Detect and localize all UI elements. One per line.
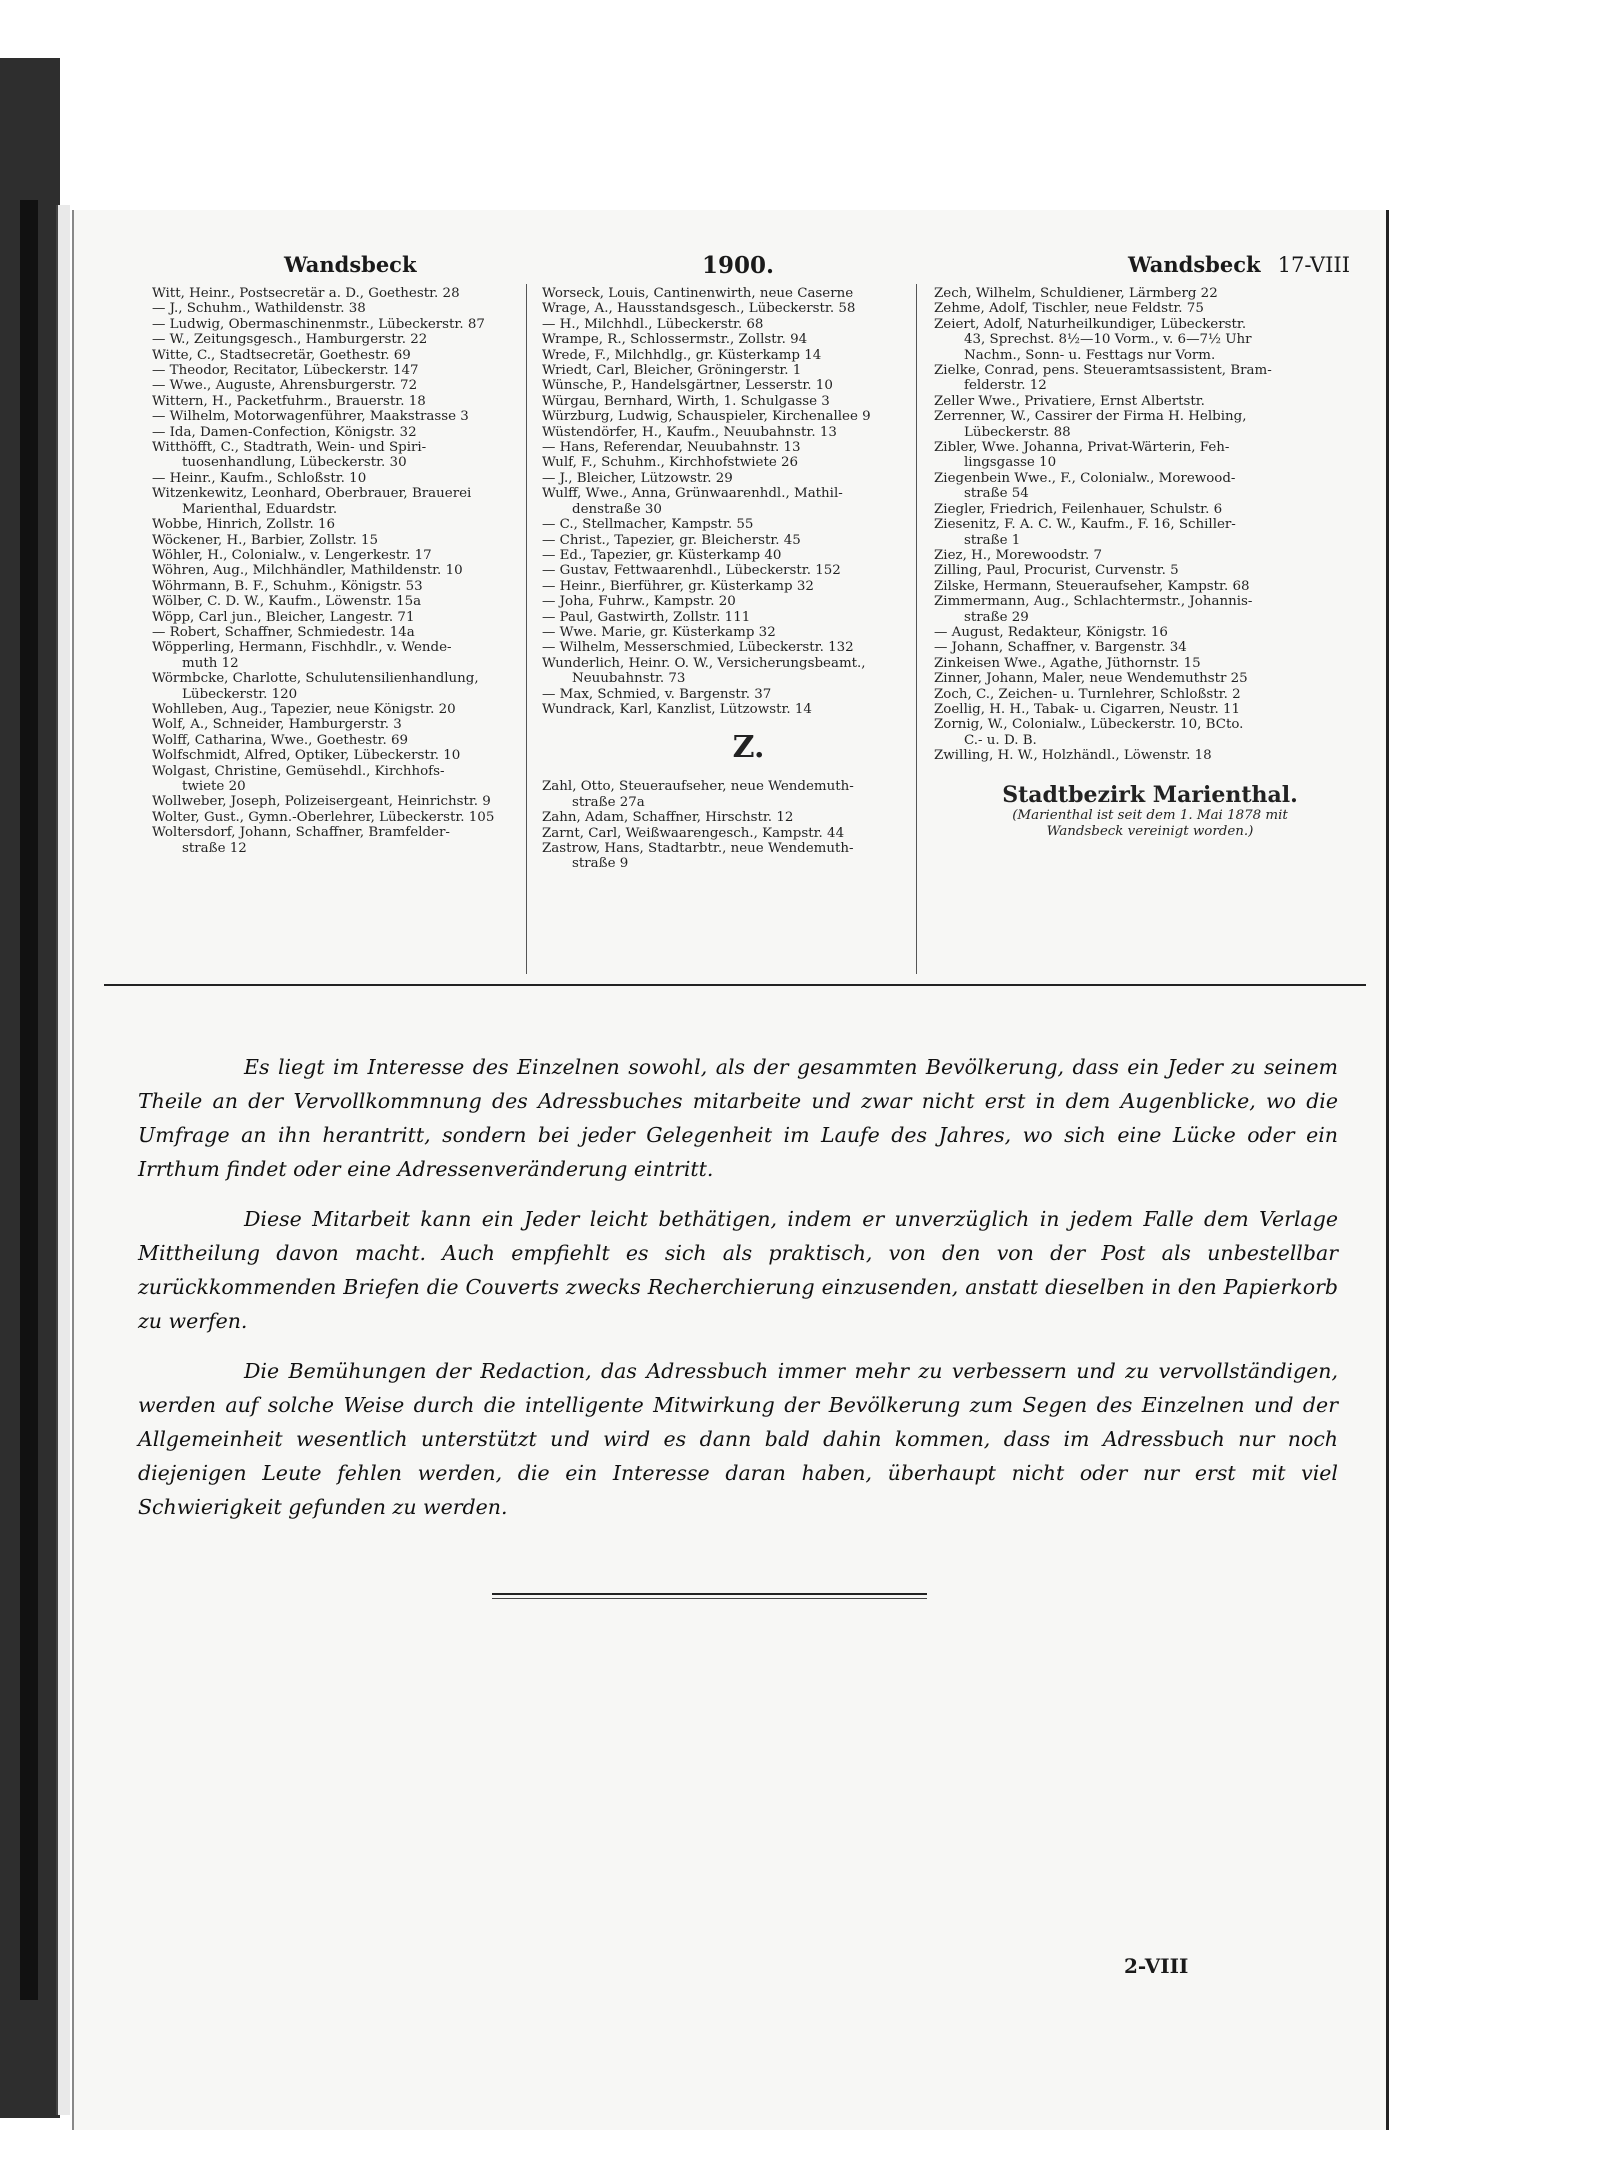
directory-entry: — Theodor, Recitator, Lübeckerstr. 147 xyxy=(152,363,419,379)
directory-entry: muth 12 xyxy=(182,655,239,671)
directory-entry: — August, Redakteur, Königstr. 16 xyxy=(934,624,1168,640)
directory-entry: — Wilhelm, Motorwagenführer, Maakstrasse 3 xyxy=(152,409,469,425)
directory-entry: Zilling, Paul, Procurist, Curvenstr. 5 xyxy=(934,563,1179,579)
section-note: Wandsbeck vereinigt worden.) xyxy=(1046,823,1254,839)
ornamental-rule xyxy=(492,1593,927,1599)
section-title: Stadtbezirk Marienthal. xyxy=(1002,781,1298,808)
directory-entry: Witthöfft, C., Stadtrath, Wein- und Spiri- xyxy=(152,440,427,456)
directory-entry: Wüstendörfer, H., Kaufm., Neuubahnstr. 13 xyxy=(542,424,837,440)
directory-entry: Zarnt, Carl, Weißwaarengesch., Kampstr. 44 xyxy=(542,825,845,841)
directory-entry: Wrede, F., Milchhdlg., gr. Küsterkamp 14 xyxy=(542,347,822,363)
notice-paragraph: Die Bemühungen der Redaction, das Adressbuch immer mehr zu verbessern und zu vervollständigen, werden auf solche Weise durch die intelligente Mitwirkung der Bevölkerung zum Segen des Einzelnen und der Allgemeinheit wesentlich unterstützt und wird es dann bald dahin kommen, dass im Adressbuch nur noch diejenigen Leute fehlen werden, die ein Interesse daran haben, überhaupt nicht oder nur erst mit viel Schwierigkeit gefunden zu werden. xyxy=(138,1359,1338,1519)
directory-entry: Zilske, Hermann, Steueraufseher, Kampstr. 68 xyxy=(934,578,1250,594)
directory-entry: — Paul, Gastwirth, Zollstr. 111 xyxy=(542,609,751,625)
directory-entry: — Wilhelm, Messerschmied, Lübeckerstr. 132 xyxy=(542,640,854,656)
directory-entry: Wünsche, P., Handelsgärtner, Lesserstr. 10 xyxy=(542,378,833,394)
directory-entry: — Hans, Referendar, Neuubahnstr. 13 xyxy=(542,440,801,456)
section-note: (Marienthal ist seit dem 1. Mai 1878 mit xyxy=(1012,807,1288,823)
directory-entry: Nachm., Sonn- u. Festtags nur Vorm. xyxy=(964,347,1216,363)
directory-entry: — Ida, Damen-Confection, Königstr. 32 xyxy=(152,424,417,440)
directory-entry: straße 27a xyxy=(572,794,645,810)
directory-entry: Zoellig, H. H., Tabak- u. Cigarren, Neustr. 11 xyxy=(934,701,1241,717)
directory-entry: Wolf, A., Schneider, Hamburgerstr. 3 xyxy=(152,717,402,733)
directory-entry: Zielke, Conrad, pens. Steueramtsassistent, Bram- xyxy=(934,363,1272,379)
directory-entry: — Ludwig, Obermaschinenmstr., Lübeckerstr. 87 xyxy=(152,316,485,332)
directory-entry: — Heinr., Bierführer, gr. Küsterkamp 32 xyxy=(542,578,814,594)
directory-entry: Wrage, A., Hausstandsgesch., Lübeckerstr. 58 xyxy=(542,301,856,317)
directory-entry: — Ed., Tapezier, gr. Küsterkamp 40 xyxy=(542,547,782,563)
directory-entry: Witt, Heinr., Postsecretär a. D., Goethestr. 28 xyxy=(152,286,460,301)
directory-entry: Wöhrmann, B. F., Schuhm., Königstr. 53 xyxy=(152,578,423,594)
directory-entry: Lübeckerstr. 88 xyxy=(964,424,1071,440)
directory-entry: Zahl, Otto, Steueraufseher, neue Wendemuth- xyxy=(542,779,854,795)
directory-entry: Wolfschmidt, Alfred, Optiker, Lübeckerstr. 10 xyxy=(152,748,461,764)
directory-entry: Woltersdorf, Johann, Schaffner, Bramfelder- xyxy=(152,825,450,841)
directory-entry: — Heinr., Kaufm., Schloßstr. 10 xyxy=(152,470,367,486)
directory-entry: tuosenhandlung, Lübeckerstr. 30 xyxy=(182,455,407,471)
directory-entry: Wöhler, H., Colonialw., v. Lengerkestr. 17 xyxy=(152,547,432,563)
directory-entry: — H., Milchhdl., Lübeckerstr. 68 xyxy=(542,316,764,332)
directory-entry: — Johann, Schaffner, v. Bargenstr. 34 xyxy=(934,640,1187,656)
directory-entry: — J., Bleicher, Lützowstr. 29 xyxy=(542,470,733,486)
directory-entry: Ziesenitz, F. A. C. W., Kaufm., F. 16, Schiller- xyxy=(934,517,1236,533)
directory-entry: — J., Schuhm., Wathildenstr. 38 xyxy=(152,301,366,317)
directory-entry: Zoch, C., Zeichen- u. Turnlehrer, Schloßstr. 2 xyxy=(934,686,1241,702)
directory-entry: denstraße 30 xyxy=(572,501,662,517)
directory-entry: Zibler, Wwe. Johanna, Privat-Wärterin, Feh- xyxy=(934,440,1230,456)
directory-entry: Wöhren, Aug., Milchhändler, Mathildenstr. 10 xyxy=(152,563,463,579)
header-right-title: Wandsbeck xyxy=(1128,252,1261,277)
directory-entry: — Robert, Schaffner, Schmiedestr. 14a xyxy=(152,624,415,640)
directory-entry: Wörmbcke, Charlotte, Schulutensilienhandlung, xyxy=(152,671,479,687)
directory-entry: Würzburg, Ludwig, Schauspieler, Kirchenallee 9 xyxy=(542,409,871,425)
directory-entry: Marienthal, Eduardstr. xyxy=(182,501,338,517)
directory-entry: Wollweber, Joseph, Polizeisergeant, Heinrichstr. 9 xyxy=(152,794,491,810)
directory-entry: straße 54 xyxy=(964,486,1029,502)
directory-entry: straße 1 xyxy=(964,532,1021,548)
directory-entry: Zeiert, Adolf, Naturheilkundiger, Lübeckerstr. xyxy=(934,316,1247,332)
book-page-edge xyxy=(56,205,70,2115)
directory-entry: Wrampe, R., Schlossermstr., Zollstr. 94 xyxy=(542,332,808,348)
directory-entry: Lübeckerstr. 120 xyxy=(182,686,298,702)
header-year: 1900. xyxy=(702,252,775,279)
directory-entry: Zahn, Adam, Schaffner, Hirschstr. 12 xyxy=(542,810,794,826)
directory-entry: Ziez, H., Morewoodstr. 7 xyxy=(934,547,1102,563)
directory-entry: Witte, C., Stadtsecretär, Goethestr. 69 xyxy=(152,347,411,363)
directory-entry: Wölber, C. D. W., Kaufm., Löwenstr. 15a xyxy=(152,594,422,610)
scanned-page xyxy=(72,210,1389,2130)
directory-entry: — Joha, Fuhrw., Kampstr. 20 xyxy=(542,594,736,610)
directory-entry: Zeller Wwe., Privatiere, Ernst Albertstr. xyxy=(934,393,1205,409)
book-binding-shadow xyxy=(20,200,38,2000)
directory-column-1 xyxy=(152,286,594,856)
directory-entry: felderstr. 12 xyxy=(964,378,1047,394)
directory-entry: Witzenkewitz, Leonhard, Oberbrauer, Brauerei xyxy=(152,486,472,502)
directory-entry: Ziegler, Friedrich, Feilenhauer, Schulstr. 6 xyxy=(934,501,1223,517)
directory-entry: Wulf, F., Schuhm., Kirchhofstwiete 26 xyxy=(542,455,799,471)
directory-entry: Wundrack, Karl, Kanzlist, Lützowstr. 14 xyxy=(542,701,812,717)
header-left: Wandsbeck xyxy=(284,252,417,277)
directory-entry: 43, Sprechst. 8½—10 Vorm., v. 6—7½ Uhr xyxy=(964,332,1252,348)
directory-entry: straße 29 xyxy=(964,609,1029,625)
directory-entry: Wunderlich, Heinr. O. W., Versicherungsbeamt., xyxy=(542,655,866,671)
directory-entry: Wittern, H., Packetfuhrm., Brauerstr. 18 xyxy=(152,393,426,409)
directory-entry: Wöpperling, Hermann, Fischhdlr., v. Wende- xyxy=(152,640,452,656)
directory-entry: Zinkeisen Wwe., Agathe, Jüthornstr. 15 xyxy=(934,655,1201,671)
directory-entry: Würgau, Bernhard, Wirth, 1. Schulgasse 3 xyxy=(542,393,830,409)
directory-entry: Wulff, Wwe., Anna, Grünwaarenhdl., Mathil- xyxy=(542,486,843,502)
page-number: 17-VIII xyxy=(1277,253,1350,277)
directory-entry: Wöpp, Carl jun., Bleicher, Langestr. 71 xyxy=(152,609,415,625)
header-right xyxy=(1128,252,1350,277)
horizontal-rule xyxy=(104,984,1366,986)
directory-entry: — Wwe. Marie, gr. Küsterkamp 32 xyxy=(542,624,776,640)
notice-paragraph: Es liegt im Interesse des Einzelnen sowohl, als der gesammten Bevölkerung, dass ein Jeder zu seinem Theile an der Vervollkommnung des Adressbuches mitarbeite und zwar nicht erst in dem Augenblicke, wo die Umfrage an ihn herantritt, sondern bei jeder Gelegenheit im Laufe des Jahres, wo sich eine Lücke oder ein Irrthum findet oder eine Adressenveränderung eintritt. xyxy=(138,1055,1338,1181)
directory-entry: Wolff, Catharina, Wwe., Goethestr. 69 xyxy=(152,732,409,748)
directory-column-3 xyxy=(934,286,1366,840)
directory-entry: Zornig, W., Colonialw., Lübeckerstr. 10, BCto. xyxy=(934,717,1244,733)
directory-entry: — Christ., Tapezier, gr. Bleicherstr. 45 xyxy=(542,532,801,548)
sheet-signature: 2-VIII xyxy=(1124,1954,1189,1978)
directory-entry: straße 12 xyxy=(182,840,247,856)
notice-paragraph: Diese Mitarbeit kann ein Jeder leicht bethätigen, indem er unverzüglich in jedem Falle dem Verlage Mittheilung davon macht. Auch empfiehlt es sich als praktisch, von den von der Post als unbestellbar zurückkommenden Briefen die Couverts zwecks Recherchierung einzusenden, anstatt dieselben in den Papierkorb zu werfen. xyxy=(138,1207,1338,1333)
directory-entry: twiete 20 xyxy=(182,779,246,794)
directory-entry: Zech, Wilhelm, Schuldiener, Lärmberg 22 xyxy=(934,286,1218,301)
directory-entry: — Max, Schmied, v. Bargenstr. 37 xyxy=(542,686,772,702)
directory-entry: Wobbe, Hinrich, Zollstr. 16 xyxy=(152,517,336,533)
directory-entry: Zinner, Johann, Maler, neue Wendemuthstr 25 xyxy=(934,671,1248,687)
directory-entry: Wohlleben, Aug., Tapezier, neue Königstr. 20 xyxy=(152,701,456,717)
directory-entry: — Gustav, Fettwaarenhdl., Lübeckerstr. 152 xyxy=(542,563,841,579)
directory-entry: Wolter, Gust., Gymn.-Oberlehrer, Lübeckerstr. 105 xyxy=(152,809,495,825)
directory-entry: Wöckener, H., Barbier, Zollstr. 15 xyxy=(152,532,379,548)
directory-entry: Zerrenner, W., Cassirer der Firma H. Helbing, xyxy=(934,409,1247,425)
directory-entry: Wolgast, Christine, Gemüsehdl., Kirchhofs- xyxy=(152,763,445,779)
publisher-notice xyxy=(138,1050,1338,1540)
directory-entry: — C., Stellmacher, Kampstr. 55 xyxy=(542,517,754,533)
directory-entry: Zehme, Adolf, Tischler, neue Feldstr. 75 xyxy=(934,301,1204,317)
directory-entry: Wriedt, Carl, Bleicher, Gröningerstr. 1 xyxy=(542,363,802,379)
directory-entry: Zimmermann, Aug., Schlachtermstr., Johannis- xyxy=(934,594,1253,610)
directory-entry: Ziegenbein Wwe., F., Colonialw., Morewood- xyxy=(934,470,1236,486)
directory-entry: — Wwe., Auguste, Ahrensburgerstr. 72 xyxy=(152,378,418,394)
directory-entry: Worseck, Louis, Cantinenwirth, neue Caserne xyxy=(542,286,854,301)
directory-entry: lingsgasse 10 xyxy=(964,455,1057,471)
directory-entry: straße 9 xyxy=(572,856,629,872)
directory-entry: Zastrow, Hans, Stadtarbtr., neue Wendemuth- xyxy=(542,841,854,856)
directory-entry: — W., Zeitungsgesch., Hamburgerstr. 22 xyxy=(152,332,428,348)
directory-entry: Neuubahnstr. 73 xyxy=(572,671,686,687)
directory-column-2 xyxy=(542,286,979,872)
directory-entry: C.- u. D. B. xyxy=(964,732,1037,748)
section-letter: Z. xyxy=(732,730,765,766)
directory-entry: Zwilling, H. W., Holzhändl., Löwenstr. 18 xyxy=(934,748,1212,764)
